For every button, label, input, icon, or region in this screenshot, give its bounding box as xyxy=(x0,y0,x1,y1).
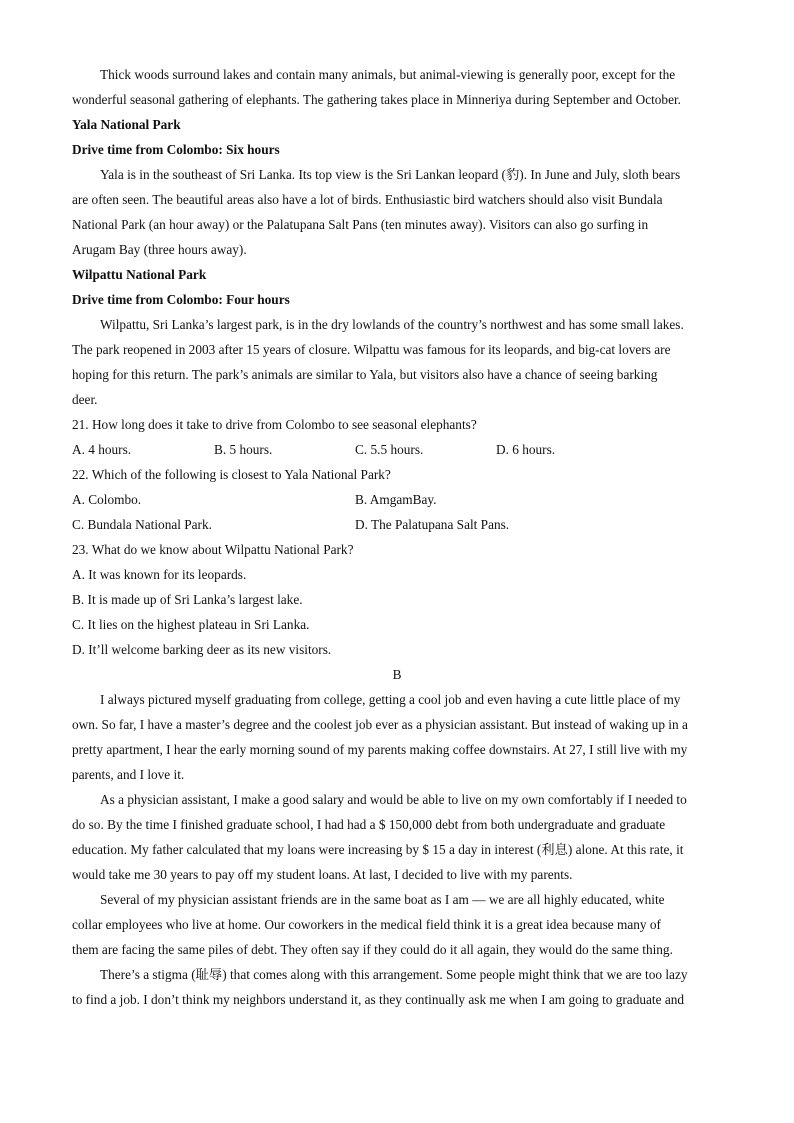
paragraph-line: pretty apartment, I hear the early morning sound of my parents making coffee downstairs. At 27, I still live with my xyxy=(72,742,688,757)
yala-paragraph xyxy=(72,162,722,262)
document-page xyxy=(72,62,722,1012)
yala-drive-time: Drive time from Colombo: Six hours xyxy=(72,142,280,157)
paragraph-line: hoping for this return. The park’s animals are similar to Yala, but visitors also have a chance of seeing barking xyxy=(72,367,658,382)
option-b: B. It is made up of Sri Lanka’s largest lake. xyxy=(72,592,303,607)
paragraph-line: deer. xyxy=(72,392,98,407)
wilpattu-drive-time: Drive time from Colombo: Four hours xyxy=(72,292,290,307)
paragraph-line: are often seen. The beautiful areas also have a lot of birds. Enthusiastic bird watchers should also visit Bundala xyxy=(72,192,663,207)
options-row xyxy=(72,437,722,462)
option-c: C. It lies on the highest plateau in Sri Lanka. xyxy=(72,617,310,632)
paragraph-line: Yala is in the southeast of Sri Lanka. Its top view is the Sri Lankan leopard (豹). In June and July, sloth bears xyxy=(100,167,681,182)
paragraph-line: I always pictured myself graduating from college, getting a cool job and even having a cute little place of my xyxy=(100,692,681,707)
paragraph-line: As a physician assistant, I make a good salary and would be able to live on my own comfortably if I needed to xyxy=(100,792,687,807)
option-b: B. AmgamBay. xyxy=(355,492,437,507)
option-a: A. It was known for its leopards. xyxy=(72,567,247,582)
paragraph-line: The park reopened in 2003 after 15 years of closure. Wilpattu was famous for its leopards, and big-cat lovers are xyxy=(72,342,671,357)
passage-b-label: B xyxy=(392,667,402,682)
option-d: D. 6 hours. xyxy=(496,442,556,457)
paragraph-line: to find a job. I don’t think my neighbors understand it, as they continually ask me when I am going to graduate and xyxy=(72,992,685,1007)
paragraph-line: Arugam Bay (three hours away). xyxy=(72,242,247,257)
paragraph-line: wonderful seasonal gathering of elephants. The gathering takes place in Minneriya during September and October. xyxy=(72,92,682,107)
wilpattu-paragraph xyxy=(72,312,722,412)
option-c: C. Bundala National Park. xyxy=(72,517,212,532)
paragraph-line: Thick woods surround lakes and contain many animals, but animal-viewing is generally poor, except for the xyxy=(100,67,676,82)
paragraph-line: do so. By the time I finished graduate school, I had had a $ 150,000 debt from both undergraduate and graduate xyxy=(72,817,666,832)
option-d: D. The Palatupana Salt Pans. xyxy=(355,517,510,532)
paragraph-line: education. My father calculated that my loans were increasing by $ 15 a day in interest (利息) alone. At this rate, it xyxy=(72,842,684,857)
option-b: B. 5 hours. xyxy=(214,442,273,457)
paragraph-line: own. So far, I have a master’s degree and the coolest job ever as a physician assistant. But instead of waking up in a xyxy=(72,717,688,732)
question-stem: 23. What do we know about Wilpattu National Park? xyxy=(72,542,354,557)
options-row xyxy=(72,512,722,537)
paragraph-line: Wilpattu, Sri Lanka’s largest park, is in the dry lowlands of the country’s northwest and has some small lakes. xyxy=(100,317,684,332)
passage-a-intro xyxy=(72,62,722,112)
paragraph-line: National Park (an hour away) or the Palatupana Salt Pans (ten minutes away). Visitors can also go surfing in xyxy=(72,217,649,232)
paragraph-line: them are facing the same piles of debt. They often say if they could do it all again, they would do the same thing. xyxy=(72,942,673,957)
paragraph-line: collar employees who live at home. Our coworkers in the medical field think it is a great idea because many of xyxy=(72,917,661,932)
wilpattu-heading: Wilpattu National Park xyxy=(72,267,207,282)
option-c: C. 5.5 hours. xyxy=(355,442,424,457)
question-stem: 21. How long does it take to drive from Colombo to see seasonal elephants? xyxy=(72,417,477,432)
question-21 xyxy=(72,412,722,462)
passage-b-paragraph-1 xyxy=(72,687,722,787)
paragraph-line: There’s a stigma (耻辱) that comes along with this arrangement. Some people might think that we are too lazy xyxy=(100,967,688,982)
question-stem: 22. Which of the following is closest to Yala National Park? xyxy=(72,467,391,482)
paragraph-line: parents, and I love it. xyxy=(72,767,185,782)
paragraph-line: Several of my physician assistant friends are in the same boat as I am — we are all highly educated, white xyxy=(100,892,665,907)
option-d: D. It’ll welcome barking deer as its new visitors. xyxy=(72,642,332,657)
option-a: A. Colombo. xyxy=(72,492,142,507)
question-22 xyxy=(72,462,722,537)
passage-b-paragraph-2 xyxy=(72,787,722,887)
yala-heading: Yala National Park xyxy=(72,117,181,132)
options-row xyxy=(72,487,722,512)
paragraph-line: would take me 30 years to pay off my student loans. At last, I decided to live with my parents. xyxy=(72,867,573,882)
question-23 xyxy=(72,537,722,662)
passage-b-paragraph-3 xyxy=(72,887,722,962)
passage-b-paragraph-4 xyxy=(72,962,722,1012)
option-a: A. 4 hours. xyxy=(72,442,132,457)
